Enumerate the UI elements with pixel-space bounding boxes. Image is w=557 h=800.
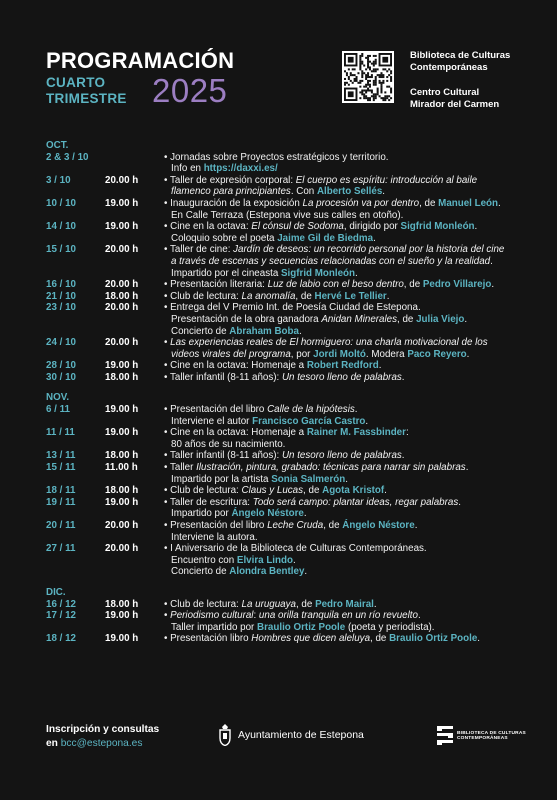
event-line: [164, 233, 526, 245]
event-text: . Modera: [365, 348, 408, 360]
event-line: [164, 622, 526, 634]
event-description: [164, 372, 526, 384]
event-line: [164, 633, 526, 645]
event-line: [164, 555, 526, 567]
event-time: 20.00 h: [105, 279, 139, 291]
event-date: 18 / 12: [46, 633, 76, 645]
event-text: , por: [290, 348, 314, 360]
event-person-name: Braulio Ortiz Poole: [257, 621, 346, 633]
event-person-name: Abraham Boba: [229, 325, 299, 337]
event-entry: [46, 244, 526, 279]
event-date: 10 / 10: [46, 197, 76, 209]
event-date: 24 / 10: [46, 337, 76, 349]
event-line: [164, 210, 526, 222]
event-person-name: Rainer M. Fassbinder: [306, 427, 406, 439]
event-work-title: flamenco para principiantes: [171, 186, 291, 198]
event-entry: [46, 543, 526, 578]
event-line: [164, 497, 526, 509]
event-text: • Taller: [164, 462, 197, 474]
event-work-title: Ilustración, pintura, grabado: técnicas para narrar sin palabras: [196, 462, 466, 474]
event-time: 18.00 h: [105, 371, 139, 383]
event-line: [164, 186, 526, 198]
event-time: 18.00 h: [105, 598, 139, 610]
event-text: • Taller de cine:: [164, 244, 234, 256]
event-date: 17 / 12: [46, 610, 76, 622]
event-line: [164, 532, 526, 544]
event-line: [164, 256, 526, 268]
event-text: , de: [295, 290, 315, 302]
event-entry: [46, 360, 526, 372]
event-text: .: [304, 566, 308, 578]
event-text: .: [384, 485, 387, 497]
event-entry: [46, 485, 526, 497]
event-text: 80 años de su nacimiento.: [171, 438, 286, 450]
event-entry: [46, 372, 526, 384]
event-text: .: [292, 554, 296, 566]
event-line: [164, 462, 526, 474]
event-line: [164, 508, 526, 520]
event-line: [164, 439, 526, 451]
event-text: :: [405, 427, 409, 439]
event-line: [164, 175, 526, 187]
event-text: .: [417, 610, 421, 622]
event-description: [164, 152, 526, 175]
event-person-name: Robert Redford: [306, 360, 379, 372]
event-time: 19.00 h: [105, 496, 139, 508]
venue-biblioteca-line-2: Contemporáneas: [410, 61, 488, 73]
event-work-title: Un tesoro lleno de palabras: [281, 371, 402, 383]
event-work-title: Jardín de deseos: un recorrido personal por la historia del cine: [233, 244, 505, 256]
event-line: [164, 314, 526, 326]
event-text: .: [414, 520, 418, 531]
event-description: [164, 520, 526, 543]
event-person-name: Jaime Gil de Biedma: [277, 232, 374, 244]
month-gap: [46, 578, 526, 587]
bcc-logo: [437, 726, 526, 746]
contact-email-line: [46, 737, 159, 751]
event-text: • Jornadas sobre Proyectos estratégicos y territorio.: [164, 151, 389, 163]
event-text: , de: [303, 485, 323, 497]
event-person-name: Elvira Lindo: [236, 554, 293, 566]
event-person-name: Sigfrid Monleón: [281, 267, 356, 279]
month-label: DIC.: [46, 586, 66, 598]
event-entry: [46, 633, 526, 645]
event-text: .: [373, 232, 376, 244]
event-text: .: [465, 462, 469, 474]
qr-code-icon[interactable]: [342, 51, 394, 103]
event-text: .: [401, 450, 405, 462]
subtitle-line-1: CUARTO: [46, 75, 106, 90]
event-person-name: Sonia Salmerón: [271, 473, 346, 485]
event-work-title: La uruguaya: [241, 598, 296, 610]
event-description: [164, 279, 526, 291]
event-person-name: Alberto Sellés: [316, 186, 383, 198]
event-time: 19.00 h: [105, 197, 139, 209]
bcc-logo-line-2: CONTEMPORÁNEAS: [457, 736, 508, 741]
event-time: 20.00 h: [105, 302, 139, 314]
event-entry: [46, 450, 526, 462]
event-work-title: a través de escenas y secuencias relacionadas con el sueño y la realidad: [171, 255, 491, 267]
event-work-title: Hombres que dicen aleluya: [251, 633, 371, 645]
ayuntamiento-logo: [218, 724, 364, 746]
event-work-title: El cuerpo es espíritu: introducción al baile: [295, 174, 478, 186]
venue-biblioteca-line-1: Biblioteca de Culturas: [410, 50, 511, 61]
event-text: En Calle Terraza (Estepona vive sus calles en otoño).: [171, 209, 404, 221]
event-text: .: [373, 598, 377, 610]
event-link[interactable]: https://daxxi.es/: [203, 163, 278, 175]
event-entry: [46, 610, 526, 633]
event-text: .: [303, 508, 307, 520]
event-time: 19.00 h: [105, 404, 139, 416]
event-line: [164, 372, 526, 384]
event-text: Taller impartido por: [171, 621, 258, 633]
month-gap: [46, 383, 526, 392]
event-text: .: [354, 404, 358, 416]
venue-mirador: [410, 87, 499, 110]
event-text: .: [378, 360, 382, 372]
event-text: Impartido por: [171, 508, 232, 520]
event-description: [164, 610, 526, 633]
event-date: 16 / 10: [46, 279, 76, 291]
event-text: , de: [370, 633, 390, 645]
coat-of-arms-icon: [218, 724, 232, 746]
program-list: [46, 140, 526, 645]
event-text: .: [401, 371, 405, 383]
event-text: • Club de lectura:: [164, 598, 242, 610]
event-text: Encuentro con: [171, 554, 237, 566]
poster-header: [0, 0, 557, 125]
event-work-title: Calle de la hipótesis: [267, 404, 355, 416]
event-entry: [46, 462, 526, 485]
event-person-name: Braulio Ortiz Poole: [389, 633, 478, 645]
event-text: Concierto de: [171, 325, 230, 337]
event-time: 20.00 h: [105, 543, 139, 555]
contact-email-link[interactable]: bcc@estepona.es: [60, 738, 143, 749]
event-text: .: [386, 290, 390, 302]
event-description: [164, 599, 526, 611]
event-date: 27 / 11: [46, 543, 76, 555]
event-time: 11.00 h: [105, 462, 138, 474]
event-work-title: Un tesoro lleno de palabras: [281, 450, 402, 462]
event-description: [164, 450, 526, 462]
event-description: [164, 302, 526, 337]
event-person-name: Manuel León: [438, 197, 499, 209]
event-text: • Presentación del libro: [164, 520, 268, 531]
event-work-title: Periodismo cultural: [170, 610, 254, 622]
event-text: • Entrega del V Premio Int. de Poesía Ciudad de Estepona.: [164, 302, 421, 314]
event-text: • Presentación libro: [164, 633, 252, 645]
event-person-name: Pedro Villarejo: [422, 279, 492, 291]
event-text: .: [458, 496, 461, 508]
event-text: • Club de lectura:: [164, 485, 242, 497]
subtitle-line-2: TRIMESTRE: [46, 91, 127, 106]
event-text: , de: [295, 598, 316, 610]
event-person-name: Paco Reyero: [407, 348, 467, 360]
event-entry: [46, 497, 526, 520]
event-time: 20.00 h: [105, 174, 139, 186]
event-text: .: [474, 221, 478, 233]
event-entry: [46, 599, 526, 611]
event-text: • Taller infantil (8-11 años):: [164, 450, 282, 462]
event-work-title: La anomalía: [241, 290, 296, 302]
event-date: 23 / 10: [46, 302, 76, 314]
event-work-title: La procesión va por dentro: [302, 197, 420, 209]
event-description: [164, 543, 526, 578]
event-line: [164, 198, 526, 210]
event-text: .: [498, 197, 501, 209]
event-work-title: Las experiencias reales de El hormiguero: una charla motivacional de los: [170, 337, 488, 349]
event-date: 16 / 12: [46, 598, 76, 610]
event-time: 19.00 h: [105, 360, 139, 372]
event-work-title: una orilla tranquila en un río revuelto: [258, 610, 418, 622]
event-person-name: Julia Viejo: [416, 313, 465, 325]
event-description: [164, 485, 526, 497]
event-description: [164, 221, 526, 244]
event-description: [164, 244, 526, 279]
contact-prefix: en: [46, 738, 61, 749]
event-entry: [46, 175, 526, 198]
venue-mirador-line-1: Centro Cultural: [410, 87, 480, 98]
event-line: [164, 337, 526, 349]
event-text: .: [477, 633, 481, 645]
event-time: 18.00 h: [105, 450, 139, 462]
contact-info: [46, 723, 159, 751]
event-date: 28 / 10: [46, 360, 76, 372]
event-person-name: Ángelo Néstore: [342, 520, 415, 531]
event-line: [164, 244, 526, 256]
page-title: PROGRAMACIÓN: [46, 48, 235, 73]
event-entry: [46, 404, 526, 427]
event-person-name: Sigfrid Monleón: [400, 221, 475, 233]
event-work-title: El cónsul de Sodoma: [251, 221, 344, 233]
venue-biblioteca: [410, 50, 510, 73]
event-text: Interviene el autor: [171, 415, 253, 427]
event-line: [164, 326, 526, 338]
event-line: [164, 474, 526, 486]
event-description: [164, 198, 526, 221]
event-text: Coloquio sobre el poeta: [171, 232, 278, 244]
event-description: [164, 291, 526, 303]
event-text: •: [164, 337, 171, 349]
event-text: • Presentación literaria:: [164, 279, 268, 291]
event-text: .: [491, 279, 495, 291]
event-date: 20 / 11: [46, 520, 76, 531]
event-text: Info en: [171, 163, 204, 175]
event-description: [164, 427, 526, 450]
event-work-title: Todo será campo: plantar ideas, regar palabras: [252, 496, 459, 508]
event-text: Concierto de: [171, 566, 230, 578]
event-text: (poeta y periodista).: [345, 621, 435, 633]
event-text: • Taller infantil (8-11 años):: [164, 371, 282, 383]
event-line: [164, 485, 526, 497]
event-person-name: Ángelo Néstore: [231, 508, 304, 520]
event-description: [164, 497, 526, 520]
venue-mirador-line-2: Mirador del Carmen: [410, 98, 500, 110]
event-date: 3 / 10: [46, 174, 71, 186]
event-text: Presentación de la obra ganadora: [171, 313, 322, 325]
event-time: 20.00 h: [105, 244, 139, 256]
event-text: • Club de lectura:: [164, 290, 242, 302]
event-line: [164, 291, 526, 303]
event-date: 6 / 11: [46, 404, 70, 416]
event-line: [164, 566, 526, 578]
event-description: [164, 633, 526, 645]
event-entry: [46, 221, 526, 244]
event-work-title: Luz de labio con el beso dentro: [267, 279, 404, 291]
event-text: .: [464, 313, 468, 325]
event-text: .: [490, 255, 493, 267]
event-entry: [46, 152, 526, 175]
event-date: 2 & 3 / 10: [46, 151, 89, 163]
month-label: NOV.: [46, 392, 70, 404]
event-date: 15 / 11: [46, 462, 76, 474]
event-line: [164, 599, 526, 611]
event-text: , de: [323, 520, 343, 531]
event-text: • Presentación del libro: [164, 404, 268, 416]
event-text: • Taller de expresión corporal:: [164, 174, 296, 186]
event-text: • Taller de escritura:: [164, 496, 253, 508]
event-work-title: Leche Cruda: [267, 520, 324, 531]
event-text: .: [382, 186, 386, 198]
event-line: [164, 610, 526, 622]
event-text: .: [345, 473, 348, 485]
event-line: [164, 163, 526, 175]
event-line: [164, 404, 526, 416]
event-line: [164, 360, 526, 372]
event-line: [164, 450, 526, 462]
event-line: [164, 268, 526, 280]
event-person-name: Hervé Le Tellier: [314, 290, 387, 302]
event-date: 14 / 10: [46, 221, 76, 233]
event-text: .: [365, 415, 369, 427]
event-line: [164, 349, 526, 361]
event-date: 30 / 10: [46, 371, 76, 383]
event-line: [164, 302, 526, 314]
event-work-title: videos virales del programa: [171, 348, 291, 360]
event-text: • Cine en la octava: Homenaje a: [164, 427, 307, 439]
event-text: • Cine en la octava: Homenaje a: [164, 360, 307, 372]
event-time: 19.00 h: [105, 221, 139, 233]
event-description: [164, 404, 526, 427]
year-label: 2025: [152, 72, 228, 109]
event-date: 18 / 11: [46, 485, 76, 497]
event-date: 21 / 10: [46, 290, 76, 302]
event-text: .: [298, 325, 302, 337]
event-time: 19.00 h: [105, 427, 139, 439]
event-person-name: Francisco García Castro: [252, 415, 366, 427]
quarter-subtitle: [46, 75, 127, 107]
event-time: 20.00 h: [105, 337, 139, 349]
event-work-title: Anidan Minerales: [321, 313, 398, 325]
event-entry: [46, 198, 526, 221]
event-line: [164, 543, 526, 555]
event-entry: [46, 302, 526, 337]
month-label: OCT.: [46, 140, 69, 151]
event-time: 19.00 h: [105, 610, 139, 622]
event-time: 19.00 h: [105, 633, 139, 645]
event-line: [164, 427, 526, 439]
event-work-title: Claus y Lucas: [241, 485, 304, 497]
event-date: 11 / 11: [46, 427, 75, 439]
event-line: [164, 152, 526, 164]
event-person-name: Pedro Mairal: [315, 598, 374, 610]
event-description: [164, 337, 526, 360]
event-text: . Con: [290, 186, 317, 198]
event-entry: [46, 291, 526, 303]
event-description: [164, 175, 526, 198]
contact-label: Inscripción y consultas: [46, 724, 160, 735]
event-text: .: [466, 348, 470, 360]
event-time: 18.00 h: [105, 485, 139, 497]
bcc-logo-line-1: BIBLIOTECA DE CULTURAS: [457, 730, 526, 736]
event-text: • I Aniversario de la Biblioteca de Culturas Contemporáneas.: [164, 543, 427, 555]
event-entry: [46, 279, 526, 291]
event-text: , de: [397, 313, 417, 325]
event-person-name: Alondra Bentley: [229, 566, 305, 578]
event-date: 19 / 11: [46, 496, 76, 508]
event-person-name: Jordi Moltó: [313, 348, 366, 360]
event-text: , de: [403, 279, 423, 291]
event-entry: [46, 337, 526, 360]
bcc-logo-text: [457, 731, 526, 742]
event-entry: [46, 520, 526, 543]
event-date: 15 / 10: [46, 244, 76, 256]
event-time: [105, 152, 164, 175]
ayuntamiento-name: Ayuntamiento de Estepona: [238, 729, 364, 741]
event-description: [164, 462, 526, 485]
event-text: • Cine en la octava:: [164, 221, 252, 233]
event-person-name: Agota Kristof: [322, 485, 385, 497]
event-text: :: [253, 610, 259, 622]
event-line: [164, 221, 526, 233]
event-text: Impartido por la artista: [171, 473, 272, 485]
event-text: Interviene la autora.: [171, 531, 258, 543]
event-entry: [46, 427, 526, 450]
event-time: 18.00 h: [105, 290, 139, 302]
event-description: [164, 360, 526, 372]
event-text: •: [164, 610, 171, 622]
event-line: [164, 279, 526, 291]
event-line: [164, 416, 526, 428]
event-line: [164, 520, 526, 532]
event-time: 20.00 h: [105, 520, 139, 531]
event-date: 13 / 11: [46, 450, 76, 462]
bcc-logo-icon: [437, 726, 453, 746]
event-text: , dirigido por: [343, 221, 401, 233]
event-text: • Inauguración de la exposición: [164, 197, 303, 209]
event-text: Impartido por el cineasta: [171, 267, 281, 279]
event-text: .: [355, 267, 358, 279]
event-text: , de: [419, 197, 439, 209]
